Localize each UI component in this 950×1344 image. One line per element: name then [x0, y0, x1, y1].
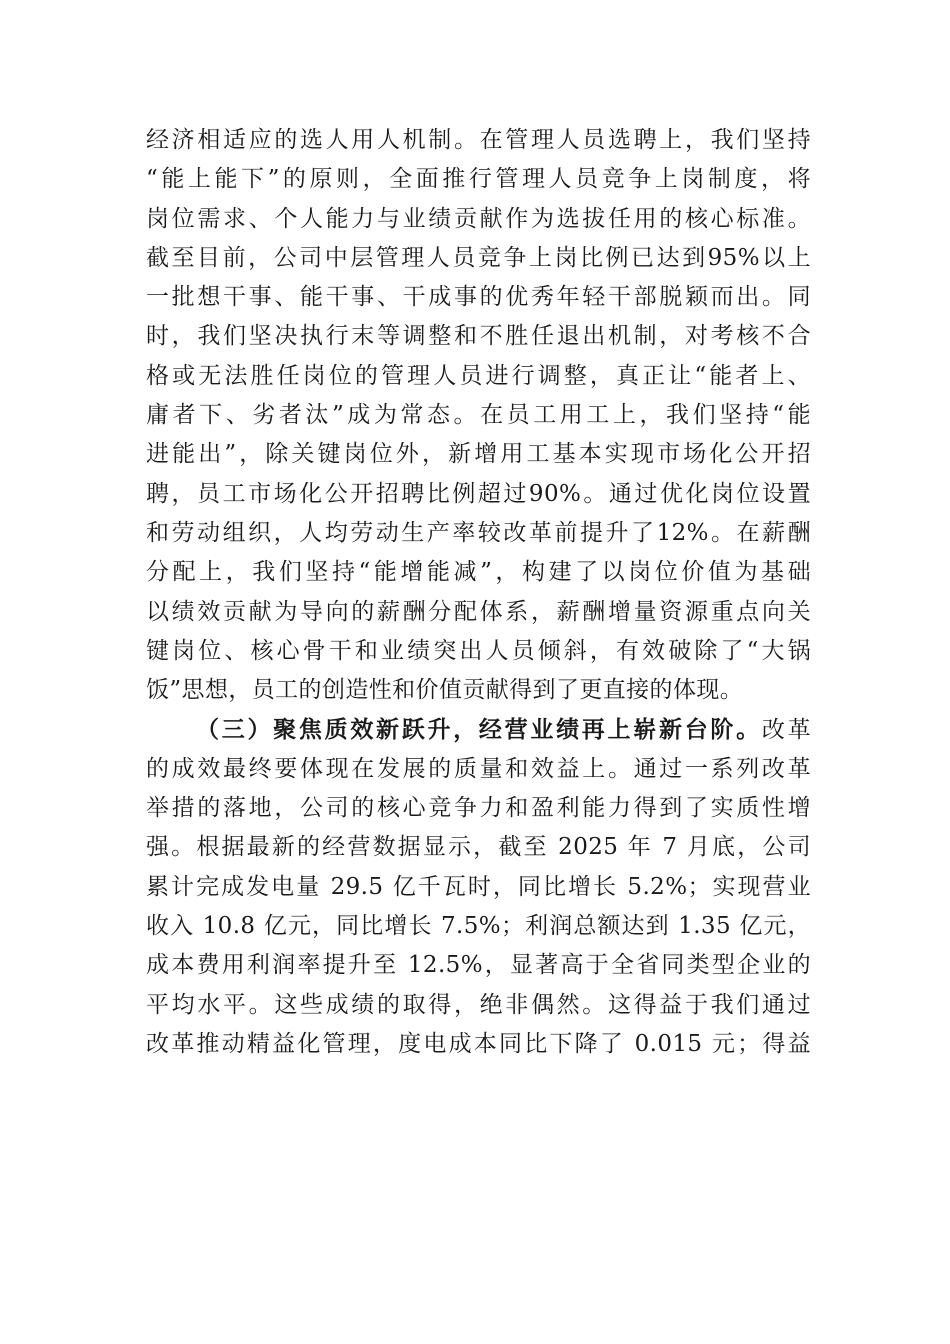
section-heading-tail: 改革	[761, 717, 811, 744]
text-line: 举措的落地，公司的核心竞争力和盈利能力得到了实质性增	[146, 795, 811, 822]
text-line: 成本费用利润率提升至 12.5%，显著高于全省同类型企业的	[146, 952, 811, 979]
text-line: 累计完成发电量 29.5 亿千瓦时，同比增长 5.2%；实现营业	[146, 873, 811, 900]
text-line: 岗位需求、个人能力与业绩贡献作为选拔任用的核心标准。	[146, 205, 811, 232]
body-text	[146, 121, 811, 1064]
text-line: 收入 10.8 亿元，同比增长 7.5%；利润总额达到 1.35 亿元，	[146, 912, 811, 939]
text-line: “能上能下”的原则，全面推行管理人员竞争上岗制度，将	[146, 166, 811, 193]
text-line: 一批想干事、能干事、干成事的优秀年轻干部脱颖而出。同	[146, 284, 811, 311]
text-line: 聘，员工市场化公开招聘比例超过90%。通过优化岗位设置	[146, 480, 811, 507]
text-line: 时，我们坚决执行末等调整和不胜任退出机制，对考核不合	[146, 323, 811, 350]
text-line: 庸者下、劣者汰”成为常态。在员工用工上，我们坚持“能	[146, 402, 811, 429]
section-heading: （三）聚焦质效新跃升，经营业绩再上崭新台阶。	[196, 716, 762, 744]
text-line: 改革推动精益化管理，度电成本同比下降了 0.015 元；得益	[146, 1030, 811, 1057]
text-line: 分配上，我们坚持“能增能减”，构建了以岗位价值为基础	[146, 559, 811, 586]
text-line: 键岗位、核心骨干和业绩突出人员倾斜，有效破除了“大锅	[146, 637, 811, 664]
text-line: 以绩效贡献为导向的薪酬分配体系，薪酬增量资源重点向关	[146, 598, 811, 625]
text-line: 截至目前，公司中层管理人员竞争上岗比例已达到95%以上	[146, 244, 811, 271]
text-line: 强。根据最新的经营数据显示，截至 2025 年 7 月底，公司	[146, 834, 811, 861]
text-line: 格或无法胜任岗位的管理人员进行调整，真正让“能者上、	[146, 362, 811, 389]
text-line: 和劳动组织，人均劳动生产率较改革前提升了12%。在薪酬	[146, 519, 811, 546]
section-heading-line	[146, 710, 811, 749]
text-line: 平均水平。这些成绩的取得，绝非偶然。这得益于我们通过	[146, 991, 811, 1018]
text-line: 进能出”，除关键岗位外，新增用工基本实现市场化公开招	[146, 441, 811, 468]
text-line: 饭”思想，员工的创造性和价值贡献得到了更直接的体现。	[146, 677, 744, 704]
text-line: 经济相适应的选人用人机制。在管理人员选聘上，我们坚持	[146, 127, 811, 153]
text-line: 的成效最终要体现在发展的质量和效益上。通过一系列改革	[146, 755, 811, 782]
